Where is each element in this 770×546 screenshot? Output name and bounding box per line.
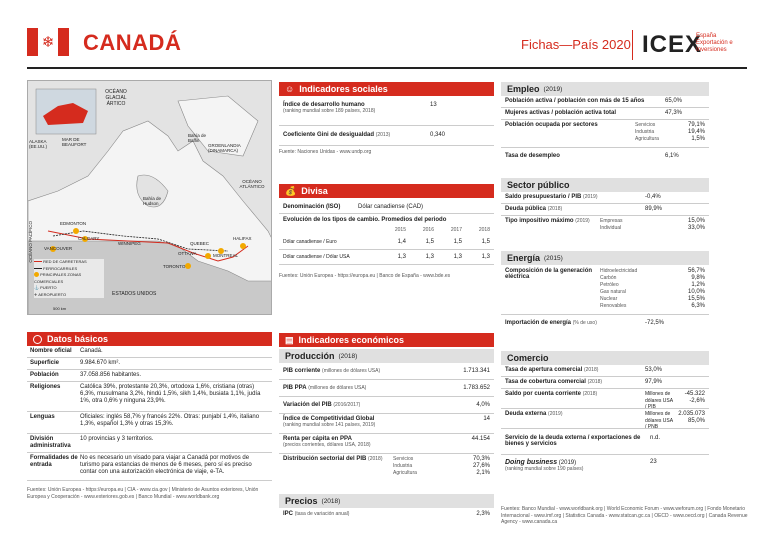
- map-label-usa: ESTADOS UNIDOS: [112, 291, 157, 297]
- empleo-row: [501, 96, 709, 108]
- sociales-source: Fuente: Naciones Unidas - www.undp.org: [279, 149, 372, 155]
- map-legend: RED DE CARRETERAS FERROCARRILES PRINCIPALES ZONAS COMERCIALES ⚓ PUERTO ✈ AEROPUERTO: [34, 259, 104, 298]
- datos-row-value: Oficiales: inglés 58,7% y francés 22%. Otras: punjabí 1,4%, italiano 1,3%, español 1,3% y otras 15,3%.: [80, 414, 260, 427]
- saldo-cuenta-row: Saldo por cuenta corriente (2018) Millones de dólares USA / PIB -45.322 -2,6%: [501, 389, 709, 409]
- tipo-item-name: Empresas: [600, 218, 623, 224]
- canada-map: [27, 80, 272, 315]
- map-label-baffin: Bahía de Baffin: [188, 133, 207, 143]
- datos-basicos-section: [27, 332, 272, 500]
- icex-subtitle: España Exportación e Inversiones: [696, 33, 733, 53]
- comercio-header: Comercio: [501, 351, 709, 365]
- datos-row-label: Religiones: [30, 384, 61, 390]
- datos-row-label: Superficie: [30, 360, 60, 366]
- ocupada-item-name: Servicios: [635, 122, 656, 128]
- tipo-item: [600, 218, 705, 225]
- energia-item: [600, 289, 705, 296]
- divisa-source: Fuentes: Unión Europea - https://europa.eu | Banco de España - www.bde.es: [279, 273, 451, 279]
- currency-icon: 💰: [285, 185, 297, 196]
- economicos-header: ▤ Indicadores económicos: [279, 333, 494, 347]
- comercio-section: [501, 351, 709, 476]
- tipo-item-name: Individual: [600, 225, 622, 231]
- map-label-quebec: QUEBEC: [190, 241, 210, 246]
- info-icon: [33, 335, 42, 344]
- year-header: 2018: [478, 227, 490, 233]
- energia-section: [501, 251, 709, 331]
- year-header: 2015: [394, 227, 406, 233]
- datos-row-value: 9.984.670 km².: [80, 360, 121, 366]
- tipo-item-value: 33,0%: [687, 225, 705, 231]
- empleo-row-value: 65,0%: [665, 98, 683, 104]
- map-label-vancouver: VANCOUVER: [44, 246, 73, 251]
- publico-section: [501, 178, 709, 238]
- rate-label: Dólar canadiense / Euro: [283, 239, 337, 245]
- datos-row-label: División administrativa: [30, 436, 71, 449]
- tipo-item-value: 15,0%: [687, 218, 705, 224]
- empleo-section: [501, 82, 709, 164]
- datos-basicos-header: Datos básicos: [27, 332, 272, 346]
- dist-item-value: 70,3%: [472, 456, 490, 462]
- ocupada-item: [635, 122, 705, 129]
- dist-item-name: Servicios: [393, 456, 414, 462]
- precios-header: Precios (2018): [279, 494, 494, 508]
- datos-source: Fuentes: Unión Europea - https://europa.eu | CIA - www.cia.gov | Ministerio de Asuntos exteriores, Unión Europea y Cooperación - www.exteriores.gob.es | Banco Mundial - www.worldbank.org: [27, 487, 259, 500]
- rate-value: 1,3: [397, 254, 406, 260]
- energia-item-value: 1,2%: [691, 282, 705, 288]
- energia-item-name: Carbón: [600, 275, 617, 281]
- dist-item-value: 2,1%: [476, 470, 490, 476]
- empleo-row-label: Mujeres activas / población activa total: [505, 110, 617, 116]
- pib-row: PIB corriente (millones de dólares USA) 1.713.341: [279, 363, 494, 380]
- datos-basicos-table: [27, 346, 272, 481]
- energia-item: [600, 268, 705, 275]
- airport-icon: ✈: [34, 291, 38, 297]
- sociales-header: ☺ Indicadores sociales: [279, 82, 494, 96]
- datos-row-label: Población: [30, 372, 59, 378]
- map-label-toronto: TORONTO: [163, 264, 186, 269]
- datos-row-value: No es necesario un visado para viajar a Canadá por motivos de turismo para estancias de menos de 6 meses, pero sí es preciso contar con una autorización electrónica de viaje, e-TA.: [80, 455, 252, 475]
- divisa-rate-row: [279, 235, 494, 250]
- economicos-section: [279, 333, 494, 520]
- var-pib-row: Variación del PIB (2016/2017) 4,0%: [279, 397, 494, 414]
- dist-item: [393, 456, 490, 463]
- maple-leaf-icon: ❄: [38, 28, 58, 56]
- datos-row: [27, 412, 272, 434]
- generacion-row: Composición de la generación eléctrica Hidroelectricidad 56,7% Carbón 9,8% Petróleo 1,2% Gas natural 10,0% Nuclear 15,5% Renovables 6,3%: [501, 265, 709, 315]
- rate-value: 1,4: [397, 239, 406, 245]
- dist-item-value: 27,6%: [472, 463, 490, 469]
- cobertura-row: Tasa de cobertura comercial (2018) 97,9%: [501, 377, 709, 389]
- competitividad-row: Índice de Competitividad Global (ranking mundial sobre 141 países, 2019) 14: [279, 414, 494, 434]
- energia-item-value: 10,0%: [687, 289, 705, 295]
- energia-item-value: 9,8%: [691, 275, 705, 281]
- ipc-row: IPC (tasa de variación anual) 2,3%: [283, 511, 490, 517]
- energia-item-name: Hidroelectricidad: [600, 268, 638, 274]
- ocupada-row: Población ocupada por sectores Servicios 79,1% Industria 19,4% Agricultura 1,5%: [501, 120, 709, 148]
- datos-row-value: 10 provincias y 3 territorios.: [80, 436, 154, 442]
- datos-row-label: Lenguas: [30, 414, 55, 420]
- ocupada-item: [635, 136, 705, 143]
- rate-value: 1,5: [425, 239, 434, 245]
- energia-item: [600, 303, 705, 310]
- divisa-table: [279, 225, 494, 265]
- publico-header: Sector público: [501, 178, 709, 192]
- datos-row: [27, 346, 272, 358]
- datos-row: [27, 382, 272, 412]
- page-title: CANADÁ: [83, 30, 182, 55]
- header-rule: [27, 67, 747, 69]
- rate-value: 1,3: [453, 254, 462, 260]
- rate-value: 1,5: [481, 239, 490, 245]
- port-icon: ⚓: [34, 285, 39, 290]
- canada-flag: [27, 28, 69, 56]
- rate-value: 1,3: [425, 254, 434, 260]
- evolucion-title: Evolución de los tipos de cambio. Promedios del periodo: [283, 217, 447, 223]
- map-scale: 500 km: [53, 306, 67, 311]
- saldo-row: Saldo presupuestario / PIB (2019) -0,4%: [501, 192, 709, 204]
- map-label-atlantic: OCÉANO ATLÁNTICO: [239, 179, 265, 189]
- ocupada-item: [635, 129, 705, 136]
- produccion-header: Producción (2018): [279, 349, 494, 363]
- datos-row: [27, 358, 272, 370]
- dist-item-name: Agricultura: [393, 470, 417, 476]
- footer-sources: Fuentes: Banco Mundial - www.worldbank.org | World Economic Forum - www.weforum.org | Fondo Monetario Internacional - www.imf.org | Statistics Canada - www.statcan.gc.ca | OECD - www.oecd.org | Canada Revenue Agency - www.canada.ca: [501, 506, 748, 525]
- energia-item-name: Gas natural: [600, 289, 626, 295]
- distribucion-row: Distribución sectorial del PIB (2018) Servicios 70,3% Industria 27,6% Agricultura 2,1%: [283, 456, 490, 476]
- energia-item-value: 15,5%: [687, 296, 705, 302]
- divisa-years-row: [279, 225, 494, 235]
- rate-value: 1,5: [453, 239, 462, 245]
- energia-item-name: Petróleo: [600, 282, 619, 288]
- tipo-impositivo-row: Tipo impositivo máximo (2019) Empresas 15,0% Individual 33,0%: [505, 218, 705, 231]
- renta-row: Renta per cápita en PPA (precios corrientes, dólares USA, 2018) 44.154: [279, 434, 494, 454]
- ocupada-item-value: 19,4%: [687, 129, 705, 135]
- deuda-publica-row: Deuda pública (2018) 89,9%: [501, 204, 709, 216]
- ocupada-item-name: Agricultura: [635, 136, 659, 142]
- dist-item: [393, 463, 490, 470]
- energia-header: Energía (2015): [501, 251, 709, 265]
- bar-chart-icon: ▤: [285, 334, 294, 345]
- dist-item: [393, 470, 490, 477]
- divisa-rate-row: [279, 250, 494, 265]
- datos-row: [27, 370, 272, 382]
- energia-item-value: 6,3%: [691, 303, 705, 309]
- ocupada-item-name: Industria: [635, 129, 655, 135]
- person-icon: ☺: [285, 84, 295, 94]
- servicio-deuda-row: Servicio de la deuda externa / exportaciones de bienes y servicios n.d.: [501, 429, 709, 455]
- map-label-calgary: CALGARY: [78, 236, 100, 241]
- denominacion-row: Denominación (ISO) Dólar canadiense (CAD): [279, 198, 494, 214]
- map-label-beaufort: MAR DE BEAUFORT: [62, 137, 87, 147]
- divider: [632, 30, 633, 60]
- datos-row: [27, 434, 272, 453]
- map-label-edmonton: EDMONTON: [60, 221, 87, 226]
- empleo-header: Empleo (2019): [501, 82, 709, 96]
- ocupada-item-value: 1,5%: [691, 136, 705, 142]
- energia-item-value: 56,7%: [687, 268, 705, 274]
- dist-item-name: Industria: [393, 463, 413, 469]
- map-label-halifax: HALIFAX: [233, 236, 252, 241]
- empleo-row: [501, 108, 709, 120]
- energia-item: [600, 282, 705, 289]
- empleo-row-label: Población activa / población con más de 15 años: [505, 98, 645, 104]
- map-label-montreal: MONTREAL: [213, 253, 239, 258]
- datos-row: [27, 453, 272, 481]
- map-label-pacific: OCÉANO PACÍFICO: [28, 221, 33, 263]
- energia-item-name: Nuclear: [600, 296, 618, 302]
- map-label-winnipeg: WINNIPEG: [118, 241, 141, 246]
- map-label-hudson: Bahía de Hudson: [143, 196, 162, 206]
- idh-row: Índice de desarrollo humano (ranking mundial sobre 189 países, 2018) 13: [279, 96, 494, 126]
- tipo-item: [600, 225, 705, 232]
- desempleo-row: Tasa de desempleo 6,1%: [505, 153, 679, 159]
- map-label-ottawa: OTTAWA: [178, 251, 197, 256]
- importacion-row: Importación de energía (% de uso) -72,5%: [505, 320, 665, 326]
- divisa-header: 💰 Divisa: [279, 184, 494, 198]
- datos-row-label: Formalidades de entrada: [30, 455, 78, 468]
- energia-item-name: Renovables: [600, 303, 627, 309]
- map-label-arctic: OCÉANO GLACIAL ÁRTICO: [105, 89, 127, 107]
- datos-row-value: 37.058.856 habitantes.: [80, 372, 142, 378]
- map-label-alaska: ALASKA (EE.UU.): [29, 139, 47, 149]
- year-header: 2017: [450, 227, 462, 233]
- year-header: 2016: [422, 227, 434, 233]
- gini-row: Coeficiente Gini de desigualdad (2013) 0,340: [279, 126, 494, 146]
- ppa-row: PIB PPA (millones de dólares USA) 1.783.652: [279, 380, 494, 397]
- empleo-row-value: 47,3%: [665, 110, 683, 116]
- series-title: Fichas—País 2020: [521, 37, 631, 52]
- datos-row-value: Católica 39%, protestante 20,3%, ortodoxa 1,6%, cristiana (otras) 6,3%, musulmana 3,2%, hindú 1,5%, sikh 1,4%, busiata 1,1%, judía 1%, otra 0,6% y ninguna 23,9%.: [80, 384, 261, 404]
- energia-item: [600, 275, 705, 282]
- doing-business-row: Doing business (2019) (ranking mundial sobre 190 países) 23: [505, 459, 657, 472]
- rate-value: 1,3: [481, 254, 490, 260]
- map-label-greenland: GROENLANDIA (DINAMARCA): [208, 143, 241, 153]
- datos-row-value: Canadá.: [80, 348, 103, 354]
- deuda-externa-row: Deuda externa (2019) Millones de dólares USA / PNB 2.035.073 85,0%: [501, 409, 709, 429]
- ocupada-item-value: 79,1%: [687, 122, 705, 128]
- rate-label: Dólar canadiense / Dólar USA: [283, 254, 350, 260]
- sociales-section: [279, 82, 494, 155]
- datos-row-label: Nombre oficial: [30, 348, 72, 354]
- energia-item: [600, 296, 705, 303]
- icex-logo: ICEX: [642, 31, 703, 58]
- divisa-section: [279, 184, 494, 279]
- apertura-row: Tasa de apertura comercial (2018) 53,0%: [501, 365, 709, 377]
